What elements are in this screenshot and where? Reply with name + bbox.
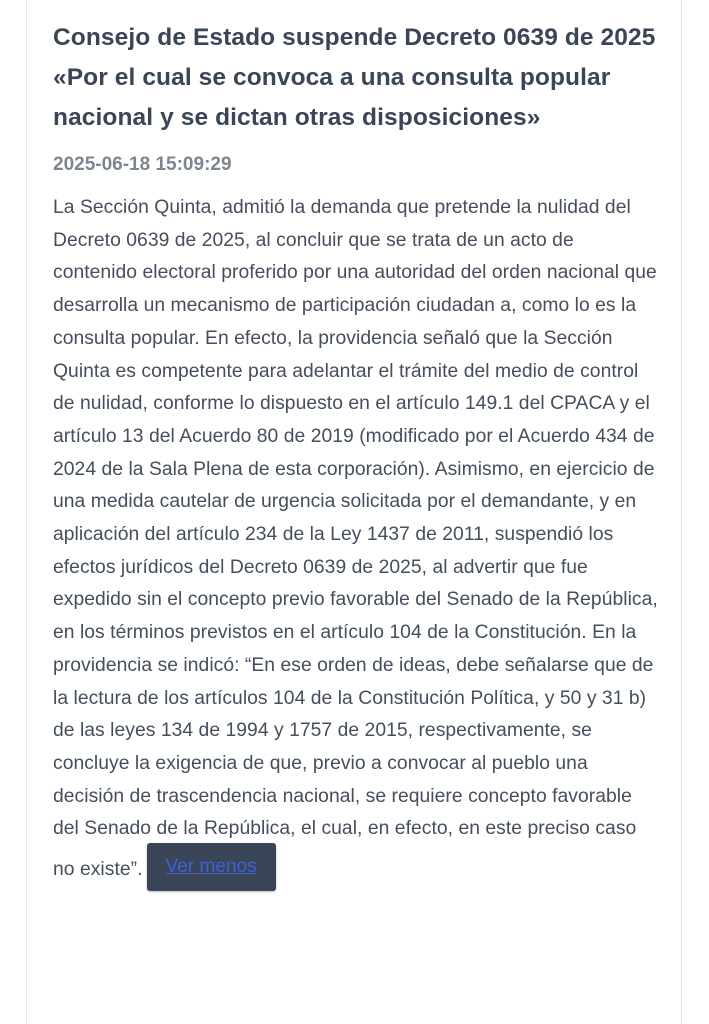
news-card <box>26 0 682 1024</box>
news-title: Consejo de Estado suspende Decreto 0639 de 2025 «Por el cual se convoca a una consulta popular nacional y se dictan otras disposiciones» <box>53 24 656 131</box>
news-body <box>53 192 659 894</box>
news-body-text: La Sección Quinta, admitió la demanda que pretende la nulidad del Decreto 0639 de 2025, al concluir que se trata de un acto de contenido electoral proferido por una autoridad del orden nacional que desarrolla un mecanismo de participación ciudadan a, como lo es la consulta popular. En efecto, la providencia señaló que la Sección Quinta es competente para adelantar el trámite del medio de control de nulidad, conforme lo dispuesto en el artículo 149.1 del CPACA y el artículo 13 del Acuerdo 80 de 2019 (modificado por el Acuerdo 434 de 2024 de la Sala Plena de esta corporación). Asimismo, en ejercicio de una medida cautelar de urgencia solicitada por el demandante, y en aplicación del artículo 234 de la Ley 1437 de 2011, suspendió los efectos jurídicos del Decreto 0639 de 2025, al advertir que fue expedido sin el concepto previo favorable del Senado de la República, en los términos previstos en el artículo 104 de la Constitución. En la providencia se indicó: “En ese orden de ideas, debe señalarse que de la lectura de los artículos 104 de la Constitución Política, y 50 y 31 b) de las leyes 134 de 1994 y 1757 de 2015, respectivamente, se concluye la exigencia de que, previo a convocar al pueblo una decisión de trascendencia nacional, se requiere concepto favorable del Senado de la República, el cual, en efecto, en este preciso caso no existe”. <box>53 197 658 881</box>
see-less-button[interactable]: Ver menos <box>147 843 276 891</box>
news-content <box>53 18 659 894</box>
news-timestamp: 2025-06-18 15:09:29 <box>53 154 232 175</box>
